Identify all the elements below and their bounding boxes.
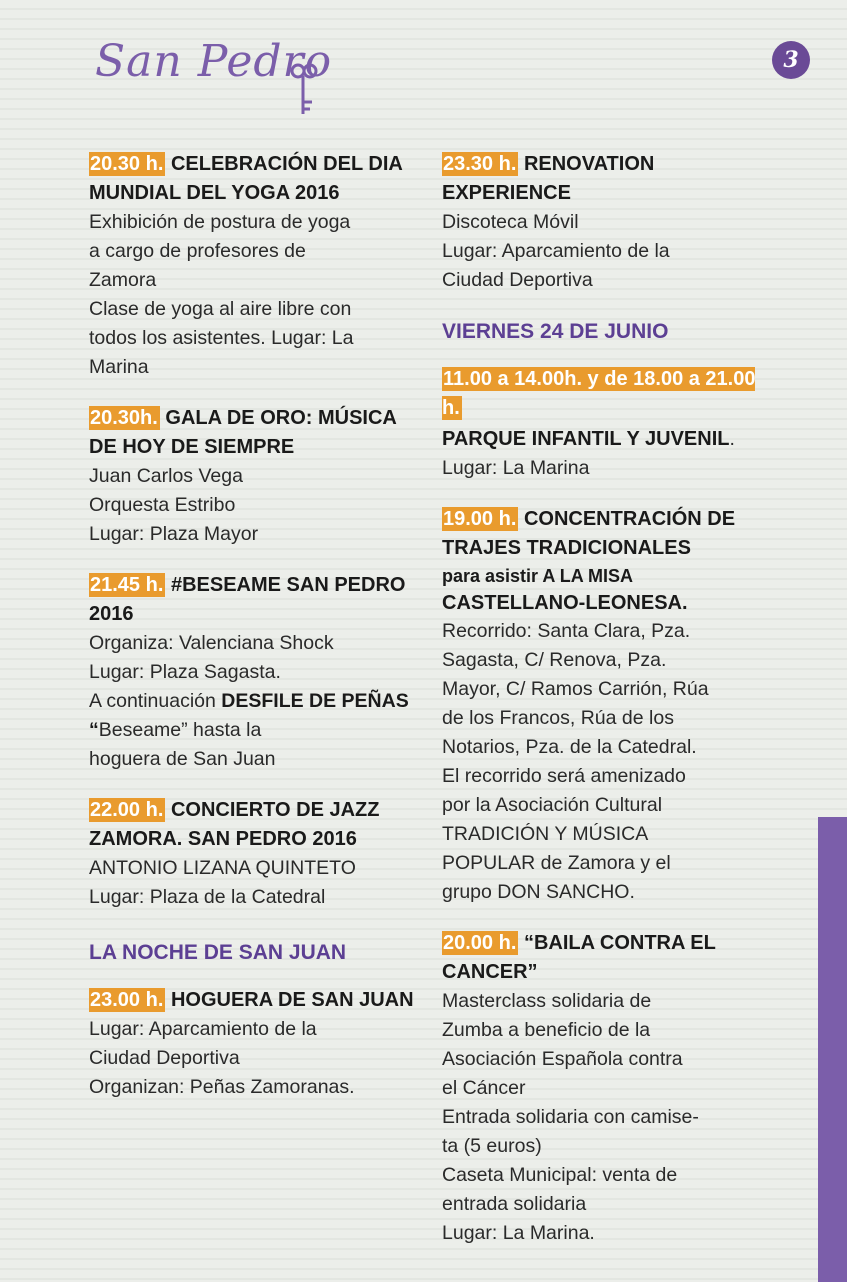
- event-line: grupo DON SANCHO.: [442, 881, 635, 903]
- event-line: Notarios, Pza. de la Catedral.: [442, 736, 697, 758]
- event-line: Zumba a beneficio de la: [442, 1019, 651, 1041]
- event-heading: [442, 505, 772, 563]
- event-line: Lugar: La Marina.: [442, 1222, 595, 1244]
- event-line: Exhibición de postura de yoga: [89, 211, 351, 233]
- event-title: CELEBRACIÓN DEL DIA MUNDIAL DEL YOGA 2016: [89, 153, 403, 204]
- event-title: CONCENTRACIÓN DE TRAJES TRADICIONALES: [442, 508, 736, 559]
- event-line: Mayor, C/ Ramos Carrión, Rúa: [442, 678, 709, 700]
- event-line: Marina: [89, 356, 149, 378]
- event-title: PARQUE INFANTIL Y JUVENIL: [442, 428, 730, 450]
- event-line: ta (5 euros): [442, 1135, 542, 1157]
- event-gala: [89, 404, 417, 549]
- section-heading-san-juan: LA NOCHE DE SAN JUAN: [89, 941, 347, 964]
- event-line: Zamora: [89, 269, 157, 291]
- event-heading: [442, 425, 772, 483]
- event-line: hoguera de San Juan: [89, 748, 276, 770]
- section-heading-viernes: VIERNES 24 DE JUNIO: [442, 320, 669, 343]
- event-time: 20.30 h.: [90, 153, 164, 175]
- event-time: 19.00 h.: [443, 508, 517, 530]
- event-title: GALA DE ORO: MÚSICA DE HOY DE SIEMPRE: [89, 407, 397, 458]
- page-number-badge: 3: [772, 41, 810, 79]
- cont-rest: Beseame” hasta la: [98, 719, 262, 741]
- event-renovation: [442, 150, 772, 295]
- event-line: por la Asociación Cultural: [442, 794, 663, 816]
- cont-prefix: A continuación: [89, 690, 222, 712]
- event-beseame: [89, 571, 417, 774]
- event-line: Lugar: Plaza Mayor: [89, 523, 259, 545]
- event-hoguera: [89, 986, 417, 1102]
- event-line: Masterclass solidaria de: [442, 990, 652, 1012]
- event-line: de los Francos, Rúa de los: [442, 707, 674, 729]
- event-heading: [89, 796, 417, 854]
- event-line: Lugar: Aparcamiento de la: [89, 1018, 317, 1040]
- event-time: 23.30 h.: [443, 153, 517, 175]
- event-heading: [89, 404, 417, 462]
- event-line: Organizan: Peñas Zamoranas.: [89, 1076, 355, 1098]
- event-heading: [89, 986, 417, 1015]
- event-jazz: [89, 796, 417, 912]
- event-time: 23.00 h.: [90, 989, 164, 1011]
- event-time: 20.00 h.: [443, 932, 517, 954]
- event-heading: [442, 150, 772, 208]
- event-title: “BAILA CONTRA EL CANCER”: [442, 932, 716, 983]
- event-line: todos los asistentes. Lugar: La: [89, 327, 354, 349]
- event-title: CONCIERTO DE JAZZ ZAMORA. SAN PEDRO 2016: [89, 799, 380, 850]
- event-line: Juan Carlos Vega: [89, 465, 243, 487]
- event-time: 21.45 h.: [90, 574, 164, 596]
- event-line: entrada solidaria: [442, 1193, 587, 1215]
- event-line: Ciudad Deportiva: [89, 1047, 240, 1069]
- event-line: Recorrido: Santa Clara, Pza.: [442, 620, 691, 642]
- event-line: POPULAR de Zamora y el: [442, 852, 671, 874]
- event-line: TRADICIÓN Y MÚSICA: [442, 823, 649, 845]
- event-subtitle: para asistir A LA MISA: [442, 566, 634, 586]
- event-line: Sagasta, C/ Renova, Pza.: [442, 649, 667, 671]
- event-subtitle: CASTELLANO-LEONESA.: [442, 592, 688, 614]
- event-line: Organiza: Valenciana Shock: [89, 632, 334, 654]
- event-line: Discoteca Móvil: [442, 211, 579, 233]
- event-title: RENOVATION EXPERIENCE: [442, 153, 655, 204]
- event-line: ANTONIO LIZANA QUINTETO: [89, 857, 356, 879]
- event-heading: [442, 929, 772, 987]
- event-line: a cargo de profesores de: [89, 240, 306, 262]
- right-column: [442, 150, 772, 1270]
- event-line: Caseta Municipal: venta de: [442, 1164, 678, 1186]
- event-line: Entrada solidaria con camise-: [442, 1106, 699, 1128]
- event-time: 11.00 a 14.00h. y de 18.00 a 21.00 h.: [442, 368, 756, 419]
- event-line: Asociación Española contra: [442, 1048, 683, 1070]
- side-accent-bar: [818, 817, 847, 1282]
- event-line: Lugar: Plaza Sagasta.: [89, 661, 281, 683]
- event-heading: [442, 365, 772, 423]
- event-line: [89, 687, 417, 745]
- event-baila: [442, 929, 772, 1248]
- event-line: Ciudad Deportiva: [442, 269, 593, 291]
- event-heading: [89, 571, 417, 629]
- event-line: El recorrido será amenizado: [442, 765, 686, 787]
- event-title-rest: . Lugar: La Marina: [442, 428, 735, 479]
- event-line: el Cáncer: [442, 1077, 526, 1099]
- event-title: #BESEAME SAN PEDRO 2016: [89, 574, 406, 625]
- brand-title: San Pedro: [95, 36, 333, 87]
- event-title: HOGUERA DE SAN JUAN: [170, 989, 414, 1011]
- event-time: 22.00 h.: [90, 799, 164, 821]
- event-line: Lugar: Plaza de la Catedral: [89, 886, 326, 908]
- left-column: [89, 150, 417, 1124]
- event-trajes: [442, 505, 772, 907]
- event-heading: [89, 150, 417, 208]
- event-line: Orquesta Estribo: [89, 494, 236, 516]
- key-icon: [286, 62, 320, 118]
- event-parque: [442, 365, 772, 483]
- event-line: Clase de yoga al aire libre con: [89, 298, 352, 320]
- cont-bold: DESFILE DE PEÑAS “: [89, 690, 409, 741]
- event-time: 20.30h.: [90, 407, 158, 429]
- event-yoga: [89, 150, 417, 382]
- event-line: Lugar: Aparcamiento de la: [442, 240, 670, 262]
